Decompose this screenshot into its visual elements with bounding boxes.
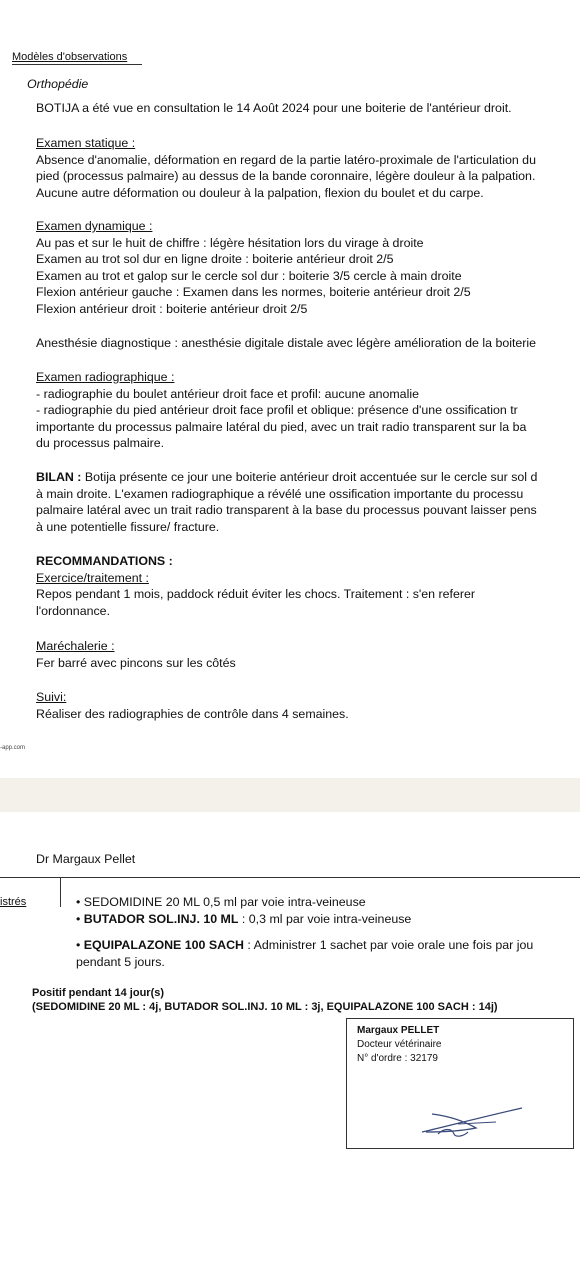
footer-url: -app.com <box>0 745 26 751</box>
section-title-underline <box>12 64 142 65</box>
suivi <box>36 689 349 722</box>
examen-dynamique <box>36 218 471 317</box>
left-label: istrés <box>0 896 27 908</box>
section-title: Modèles d'observations <box>12 51 128 63</box>
examen-dynamique-heading: Examen dynamique : <box>36 219 153 233</box>
med-bullet <box>76 895 84 909</box>
med-name: BUTADOR SOL.INJ. 10 ML <box>83 912 239 926</box>
left-column-divider <box>60 877 61 907</box>
stamp-ordre: N° d'ordre : 32179 <box>357 1053 438 1064</box>
intro-text: BOTIJA a été vue en consultation le 14 Août 2024 pour une boiterie de l'antérieur droit. <box>36 101 512 115</box>
bilan-line: Botija présente ce jour une boiterie antérieur droit accentuée sur le cercle sur sol d <box>81 470 538 484</box>
examen-radiographique <box>36 369 526 452</box>
med-bullet <box>76 912 84 926</box>
marechalerie <box>36 638 236 671</box>
examen-radiographique-line: - radiographie du boulet antérieur droit face et profil: aucune anomalie <box>36 386 419 401</box>
suivi-text: Réaliser des radiographies de contrôle dans 4 semaines. <box>36 706 349 721</box>
examen-statique-heading: Examen statique : <box>36 136 136 150</box>
med-name: EQUIPALAZONE 100 SACH <box>83 938 244 952</box>
bilan-line: à main droite. L'examen radiographique a révélé une ossification importante du processu <box>36 486 524 501</box>
med-text: : 0,3 ml par voie intra-veineuse <box>238 912 412 926</box>
examen-radiographique-line: importante du processus palmaire latéral du pied, avec un trait radio transparent sur la ba <box>36 419 527 434</box>
examen-radiographique-line: du processus palmaire. <box>36 436 165 450</box>
examen-radiographique-heading: Examen radiographique : <box>36 370 175 384</box>
med-text-continued: pendant 5 jours. <box>76 954 165 969</box>
examen-dynamique-line: Examen au trot sol dur en ligne droite : boiterie antérieur droit 2/5 <box>36 252 394 266</box>
doctor-name: Dr Margaux Pellet <box>36 852 136 866</box>
med-text: : Administrer 1 sachet par voie orale une fois par jou <box>243 938 534 952</box>
positif-title: Positif pendant 14 jour(s) <box>32 987 165 999</box>
med-bullet <box>76 938 84 952</box>
recommandations-heading: RECOMMANDATIONS : <box>36 554 173 568</box>
exercice-line: Repos pendant 1 mois, paddock réduit éviter les chocs. Traitement : s'en referer <box>36 587 476 601</box>
examen-dynamique-line: Examen au trot et galop sur le cercle sol dur : boiterie 3/5 cercle à main droite <box>36 268 462 283</box>
med-item <box>76 894 366 911</box>
examen-statique <box>36 135 536 201</box>
examen-radiographique-line: - radiographie du pied antérieur droit face profil et oblique: présence d'une ossification tr <box>36 403 518 417</box>
examen-statique-line: pied (processus palmaire) au dessus de la bande coronnaire, légère douleur à la palpation. <box>36 169 536 183</box>
stamp-title: Docteur vétérinaire <box>357 1039 442 1050</box>
examen-dynamique-line: Flexion antérieur gauche : Examen dans les normes, boiterie antérieur droit 2/5 <box>36 285 471 299</box>
marechalerie-text: Fer barré avec pincons sur les côtés <box>36 655 236 670</box>
bilan <box>36 469 537 535</box>
exercice-heading: Exercice/traitement : <box>36 570 149 585</box>
bilan-label: BILAN : <box>36 470 82 484</box>
examen-dynamique-line: Au pas et sur le huit de chiffre : légère hésitation lors du virage à droite <box>36 235 424 250</box>
recommandations <box>36 553 475 619</box>
stamp-name: Margaux PELLET <box>357 1025 440 1036</box>
marechalerie-heading: Maréchalerie : <box>36 639 115 653</box>
examen-statique-line: Aucune autre déformation ou douleur à la palpation, flexion du boulet et du carpe. <box>36 185 484 200</box>
exercice-line: l'ordonnance. <box>36 603 111 618</box>
med-item <box>76 911 411 928</box>
positif-detail: (SEDOMIDINE 20 ML : 4j, BUTADOR SOL.INJ. 10 ML : 3j, EQUIPALAZONE 100 SACH : 14j) <box>32 1001 498 1013</box>
bilan-line: à une potentielle fissure/ fracture. <box>36 519 220 534</box>
page-separator <box>0 778 580 812</box>
med-text: SEDOMIDINE 20 ML 0,5 ml par voie intra-veineuse <box>83 895 366 909</box>
med-item <box>76 937 533 970</box>
examen-dynamique-line: Flexion antérieur droit : boiterie antérieur droit 2/5 <box>36 301 308 316</box>
specialty-label: Orthopédie <box>27 77 89 91</box>
page2-divider <box>0 877 580 878</box>
bilan-line: palmaire latéral avec un trait radio transparent à la base du processus pouvant laisser pens <box>36 503 537 517</box>
examen-statique-line: Absence d'anomalie, déformation en regard de la partie latéro-proximale de l'articulation du <box>36 152 536 167</box>
anesthesie-text: Anesthésie diagnostique : anesthésie digitale distale avec légère amélioration de la boiterie <box>36 336 537 350</box>
handwritten-signature <box>418 1104 528 1140</box>
suivi-heading: Suivi: <box>36 690 67 704</box>
